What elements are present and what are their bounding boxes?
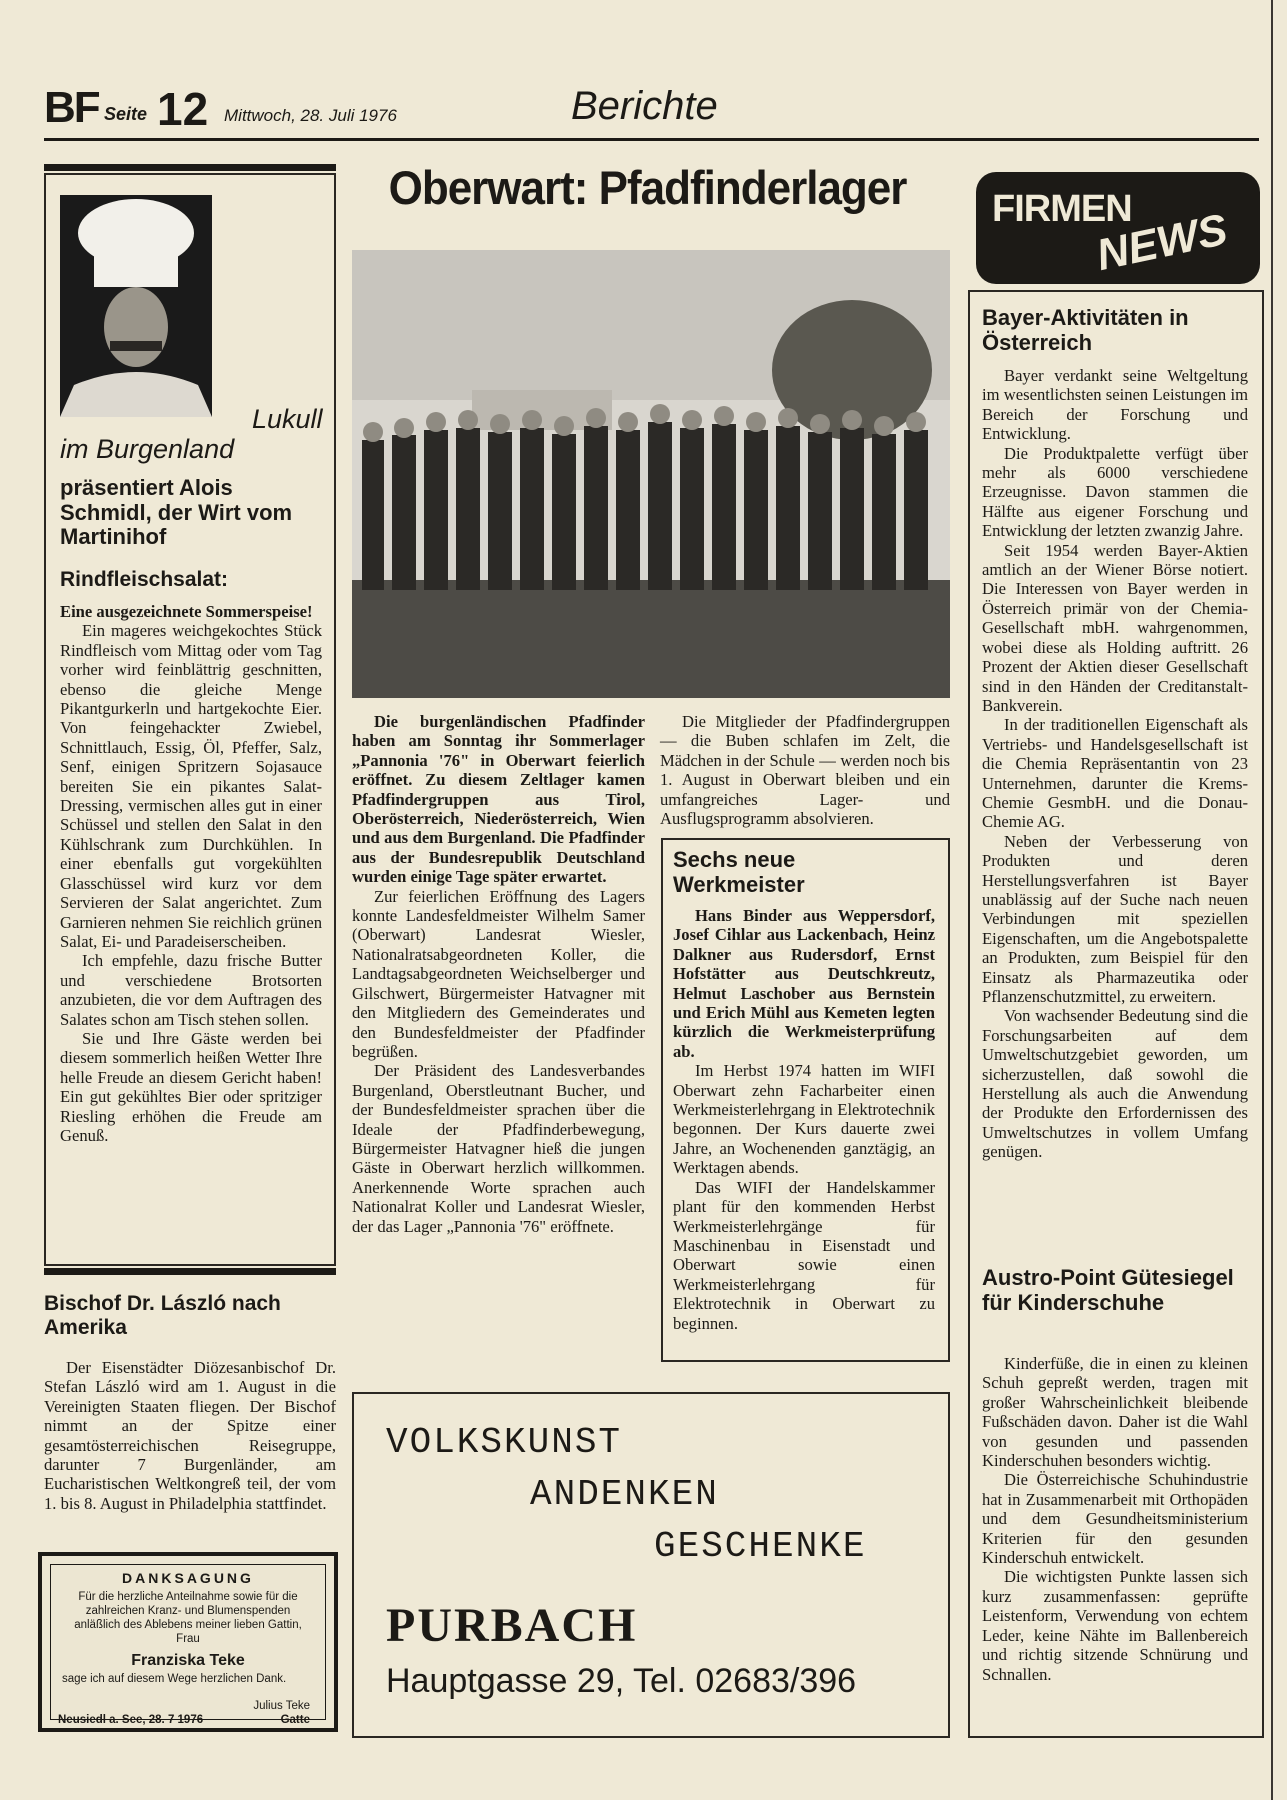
issue-date: Mittwoch, 28. Juli 1976 [224,106,397,125]
bayer-paragraph: Die Produktpalette verfügt über mehr als 6000 verschiedene Erzeugnisse. Davon stammen die Hälfte aus eigener Forschung und Entwicklung der letzten zwanzig Jahre. [982,443,1248,541]
werkmeister-lead: Hans Binder aus Weppersdorf, Josef Cihlar aus Lackenbach, Heinz Dalkner aus Rudersdorf, Ernst Hofstätter aus Deutschkreutz, Helmut Laschober aus Bernstein und Erich Mühl aus Kemeten legten kürzlich die Werkmeisterprüfung ab. [673,906,935,1061]
austro-paragraph: Die Österreichische Schuhindustrie hat in Zusammenarbeit mit Orthopäden und dem Gesundheitsministerium Kriterien für den gesunden Kinderschuh entwickelt. [982,1470,1248,1568]
austro-title: Austro-Point Gütesiegel für Kinderschuhe [982,1265,1234,1315]
recipe-lead: Eine ausgezeichnete Sommerspeise! [60,602,313,621]
bishop-text [44,1358,336,1513]
werkmeister-paragraph: Im Herbst 1974 hatten im WIFI Oberwart zehn Facharbeiter einen Werkmeisterlehrgang in Elektrotechnik begonnen. Der Kurs dauerte zwei Jahre, an Wochenenden ganztägig, an Werktagen abends. [673,1061,935,1178]
danksagung-thanks: sage ich auf diesem Wege herzlichen Dank. [62,1673,287,1685]
scouts-paragraph: Zur feierlichen Eröffnung des Lagers konnte Landesfeldmeister Wilhelm Samer (Oberwart) Landesrat Wiesler, Nationalratsabgeordneten Koller, die Landtagsabgeordneten Weichselberger und Gilschwert, Bürgermeister Hatvagner mit den Mitgliedern des Gemeinderates und den Bundesfeldmeister der Pfadfinder begrüßen. [352,886,645,1061]
page-label: Seite [104,104,148,124]
masthead-logo: BF [44,83,99,132]
chef-top-bar [44,164,336,171]
austro-paragraph: Kinderfüße, die in einen zu kleinen Schuh gepreßt werden, tragen mit großer Wahrscheinlichkeit bleibende Fußschäden davon. Daher ist die Wahl von gesunden und passenden Kinderschuhen besonders wichtig. [982,1354,1248,1471]
bishop-paragraph: Der Eisenstädter Diözesanbischof Dr. Stefan László wird am 1. August in die Vereinigten Staaten fliegen. Der Bischof nimmt an der Spitze einer gesamtösterreichischen Reisegruppe, darunter 7 Burgenländer, am Eucharistischen Weltkongreß teil, der vom 1. bis 8. August in Philadelphia stattfindet. [44,1358,336,1513]
bayer-paragraph: Bayer verdankt seine Weltgeltung im wesentlichsten seinen Leistungen im Bereich der Forschung und Entwicklung. [982,366,1248,444]
scout-group-photo [352,250,950,698]
chef-title-1: Lukull [252,404,323,434]
scouts-text-col2 [660,712,950,828]
danksagung-signer: Julius Teke [253,1700,310,1712]
scouts-lead: Die burgenländischen Pfadfinder haben am Sonntag ihr Sommerlager „Pannonia '76" in Oberwart feierlich eröffnet. Zu diesem Zeltlager kamen Pfadfindergruppen aus Tirol, Oberösterreich, Niederösterreich, Wien und aus dem Burgenland. Die Pfadfinder aus der Bundesrepublik Deutschland wurden einige Tage später erwartet. [352,712,645,887]
scouts-headline: Oberwart: Pfadfinderlager [388,162,907,215]
bayer-title: Bayer-Aktivitäten in Österreich [982,305,1189,355]
werkmeister-paragraph: Das WIFI der Handelskammer plant für den kommenden Herbst Werkmeisterlehrgänge für Maschinenbau in Eisenstadt und Oberwart sowie einen Werkmeisterlehrgang für Elektrotechnik in Oberwart zu beginnen. [673,1177,935,1333]
firmen-logo-word1: FIRMEN [992,188,1132,230]
header-rule [44,138,1259,141]
bayer-text [982,366,1248,1162]
chef-portrait [60,195,212,417]
chef-text [60,602,322,1145]
chef-paragraph: Ich empfehle, dazu frische Butter und verschiedene Brotsorten anzubieten, die vor dem Auftragen des Salates schon am Tisch stehen sollen. [60,951,322,1029]
bishop-top-bar [44,1268,336,1275]
bayer-paragraph: Neben der Verbesserung von Produkten und deren Herstellungsverfahren ist Bayer unablässig auf der Suche nach neuen Verbindungen mit speziellen Eigenschaften, um die Angebotspalette an Produkten, zum Beispiel für den Einsatz als Pharmazeutika oder Pflanzenschutzmittel, zu erweitern. [982,831,1248,1006]
scouts-text-col1 [352,712,645,1236]
danksagung-name: Franziska Teke [131,1652,245,1669]
werkmeister-title: Sechs neue Werkmeister [673,847,805,897]
page-edge [1271,0,1273,1800]
danksagung-role: Gatte [280,1714,310,1726]
danksagung-box [38,1552,338,1732]
chef-title-2: im Burgenland [60,434,235,464]
ad-line-geschenke: GESCHENKE [654,1526,867,1567]
bishop-title: Bischof Dr. László nach Amerika [44,1292,281,1339]
ad-line-andenken: ANDENKEN [530,1474,719,1515]
page-number: 12 [157,83,209,135]
danksagung-text: Für die herzliche Anteilnahme sowie für die zahlreichen Kranz- und Blumenspenden anläßlich des Ablebens meiner lieben Gattin, Frau [74,1591,302,1645]
ad-line-volkskunst: VOLKSKUNST [386,1422,623,1463]
ad-town: PURBACH [386,1599,638,1652]
austro-text [982,1354,1248,1684]
recipe-title: Rindfleischsalat: [60,568,229,591]
chef-paragraph: Sie und Ihre Gäste werden bei diesem sommerlich heißen Wetter Ihre helle Freude an diesem Gericht haben! Ein gut gekühltes Bier oder spritziger Riesling erhöhen die Freude am Genuß. [60,1028,322,1145]
bayer-paragraph: Von wachsender Bedeutung sind die Forschungsarbeiten auf dem Umweltschutzgebiet geworden, um sicherzustellen, daß sowohl die Herstellung als auch die Anwendung der Produkte den Erfordernissen des Umweltschutzes in vollem Umfang genügen. [982,1006,1248,1162]
firmen-news-logo [976,172,1260,284]
section-title: Berichte [571,84,718,128]
chef-subtitle: präsentiert Alois Schmidl, der Wirt vom Martinihof [60,475,293,550]
chef-paragraph: Ein mageres weichgekochtes Stück Rindfleisch vom Mittag oder vom Tag vorher wird feinblättrig geschnitten, ebenso die gleiche Menge Pikantgurkerln und hartgekochte Eier. Von feingehackter Zwiebel, Schnittlauch, Essig, Öl, Pfeffer, Salz, Senf, einigen Spritzern Sojasauce bereiten Sie ein pikantes Salat-Dressing, vermischen alles gut in einer Schüssel und stellen den Salat in den Kühlschrank zum Durchkühlen. In einer ebenfalls gut vorgekühlten Glasschüssel wird kurz vor dem Servieren der Salat angerichtet. Zum Garnieren nehmen Sie reichlich grünen Salat, Ei- und Paradeiserscheiben. [60,621,322,951]
scouts-paragraph: Die Mitglieder der Pfadfindergruppen — die Buben schlafen im Zelt, die Mädchen in der Schule — werden noch bis 1. August in Oberwart bleiben und ein umfangreiches Lager- und Ausflugsprogramm absolvieren. [660,712,950,829]
scouts-paragraph: Der Präsident des Landesverbandes Burgenland, Oberstleutnant Bucher, und der Bundesfeldmeister sprachen über die Ideale der Pfadfinderbewegung, Bürgermeister Hatvagner hieß die jungen Gäste in Oberwart herzlich willkommen. Anerkennende Worte sprachen auch Nationalrat Koller und Landesrat Wiesler, der das Lager „Pannonia '76" eröffnete. [352,1061,645,1236]
bayer-paragraph: In der traditionellen Eigenschaft als Vertriebs- und Handelsgesellschaft ist die Chemia Repräsentantin von 23 Unternehmen, darunter die Krems-Chemie GesmbH. und die Donau-Chemie AG. [982,715,1248,832]
bayer-paragraph: Seit 1954 werden Bayer-Aktien amtlich an der Wiener Börse notiert. Die Interessen von Bayer werden in Österreich primär von der Chemia-Gesellschaft mbH. wahrgenommen, wobei diese als Holding auftritt. 26 Prozent der Aktien dieser Gesellschaft sind in den Händen der Creditanstalt-Bankverein. [982,540,1248,715]
ad-address: Hauptgasse 29, Tel. 02683/396 [386,1662,857,1700]
danksagung-place-date: Neusiedl a. See, 28. 7 1976 [58,1714,204,1726]
firmen-logo-word2: NEWS [1092,204,1232,281]
austro-paragraph: Die wichtigsten Punkte lassen sich kurz zusammenfassen: geprüfte Leistenform, Verwendung von echtem Leder, keine Nähte im Ballenbereich und richtig sitzende Schnürung und Schnallen. [982,1567,1248,1684]
werkmeister-text [673,906,935,1333]
danksagung-title: DANKSAGUNG [122,1570,254,1586]
